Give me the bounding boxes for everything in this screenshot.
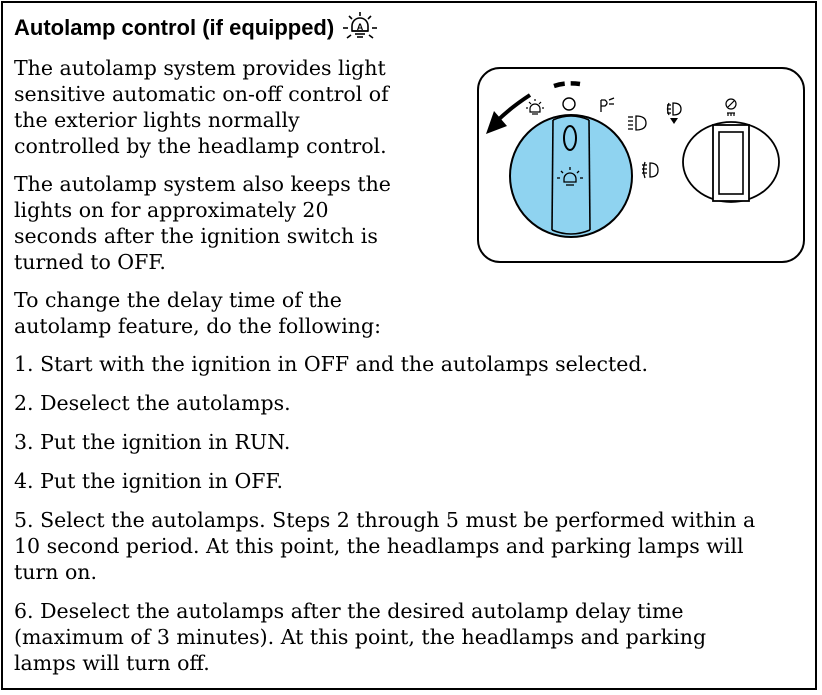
intro-paragraph-1 xyxy=(14,55,389,159)
text-line: (maximum of 3 minutes). At this point, the headlamps and parking xyxy=(14,625,707,649)
headlamp-control-diagram xyxy=(476,66,806,266)
text-line: lights on for approximately 20 xyxy=(14,198,329,222)
text-line: controlled by the headlamp control. xyxy=(14,134,387,158)
svg-text:A: A xyxy=(356,22,364,32)
step-5 xyxy=(14,507,755,585)
intro-paragraph-3 xyxy=(14,287,381,339)
text-line: 10 second period. At this point, the headlamps and parking lamps will xyxy=(14,534,744,558)
text-line: 2. Deselect the autolamps. xyxy=(14,391,291,415)
text-line: 5. Select the autolamps. Steps 2 through 5 must be performed within a xyxy=(14,508,756,532)
text-line: The autolamp system provides light xyxy=(14,56,386,80)
text-line: 1. Start with the ignition in OFF and the autolamps selected. xyxy=(14,352,648,376)
text-line: 3. Put the ignition in RUN. xyxy=(14,430,291,454)
text-line: To change the delay time of the xyxy=(14,288,342,312)
text-line: turned to OFF. xyxy=(14,250,166,274)
section-heading xyxy=(14,11,378,45)
text-line: The autolamp system also keeps the xyxy=(14,172,391,196)
text-line: the exterior lights normally xyxy=(14,108,300,132)
headlamp-knob xyxy=(510,115,632,237)
text-line: sensitive automatic on-off control of xyxy=(14,82,389,106)
panel-dimmer-switch xyxy=(683,122,779,202)
step-3 xyxy=(14,429,290,455)
text-line: turn on. xyxy=(14,560,98,584)
step-2 xyxy=(14,390,291,416)
step-4 xyxy=(14,468,283,494)
step-6 xyxy=(14,598,706,676)
text-line: autolamp feature, do the following: xyxy=(14,314,381,338)
section-title: Autolamp control (if equipped) xyxy=(14,15,335,40)
text-line: 4. Put the ignition in OFF. xyxy=(14,469,284,493)
step-1 xyxy=(14,351,648,377)
autolamp-icon xyxy=(342,11,378,45)
text-line: seconds after the ignition switch is xyxy=(14,224,378,248)
text-line: 6. Deselect the autolamps after the desired autolamp delay time xyxy=(14,599,684,623)
intro-paragraph-2 xyxy=(14,171,391,275)
text-line: lamps will turn off. xyxy=(14,651,210,675)
